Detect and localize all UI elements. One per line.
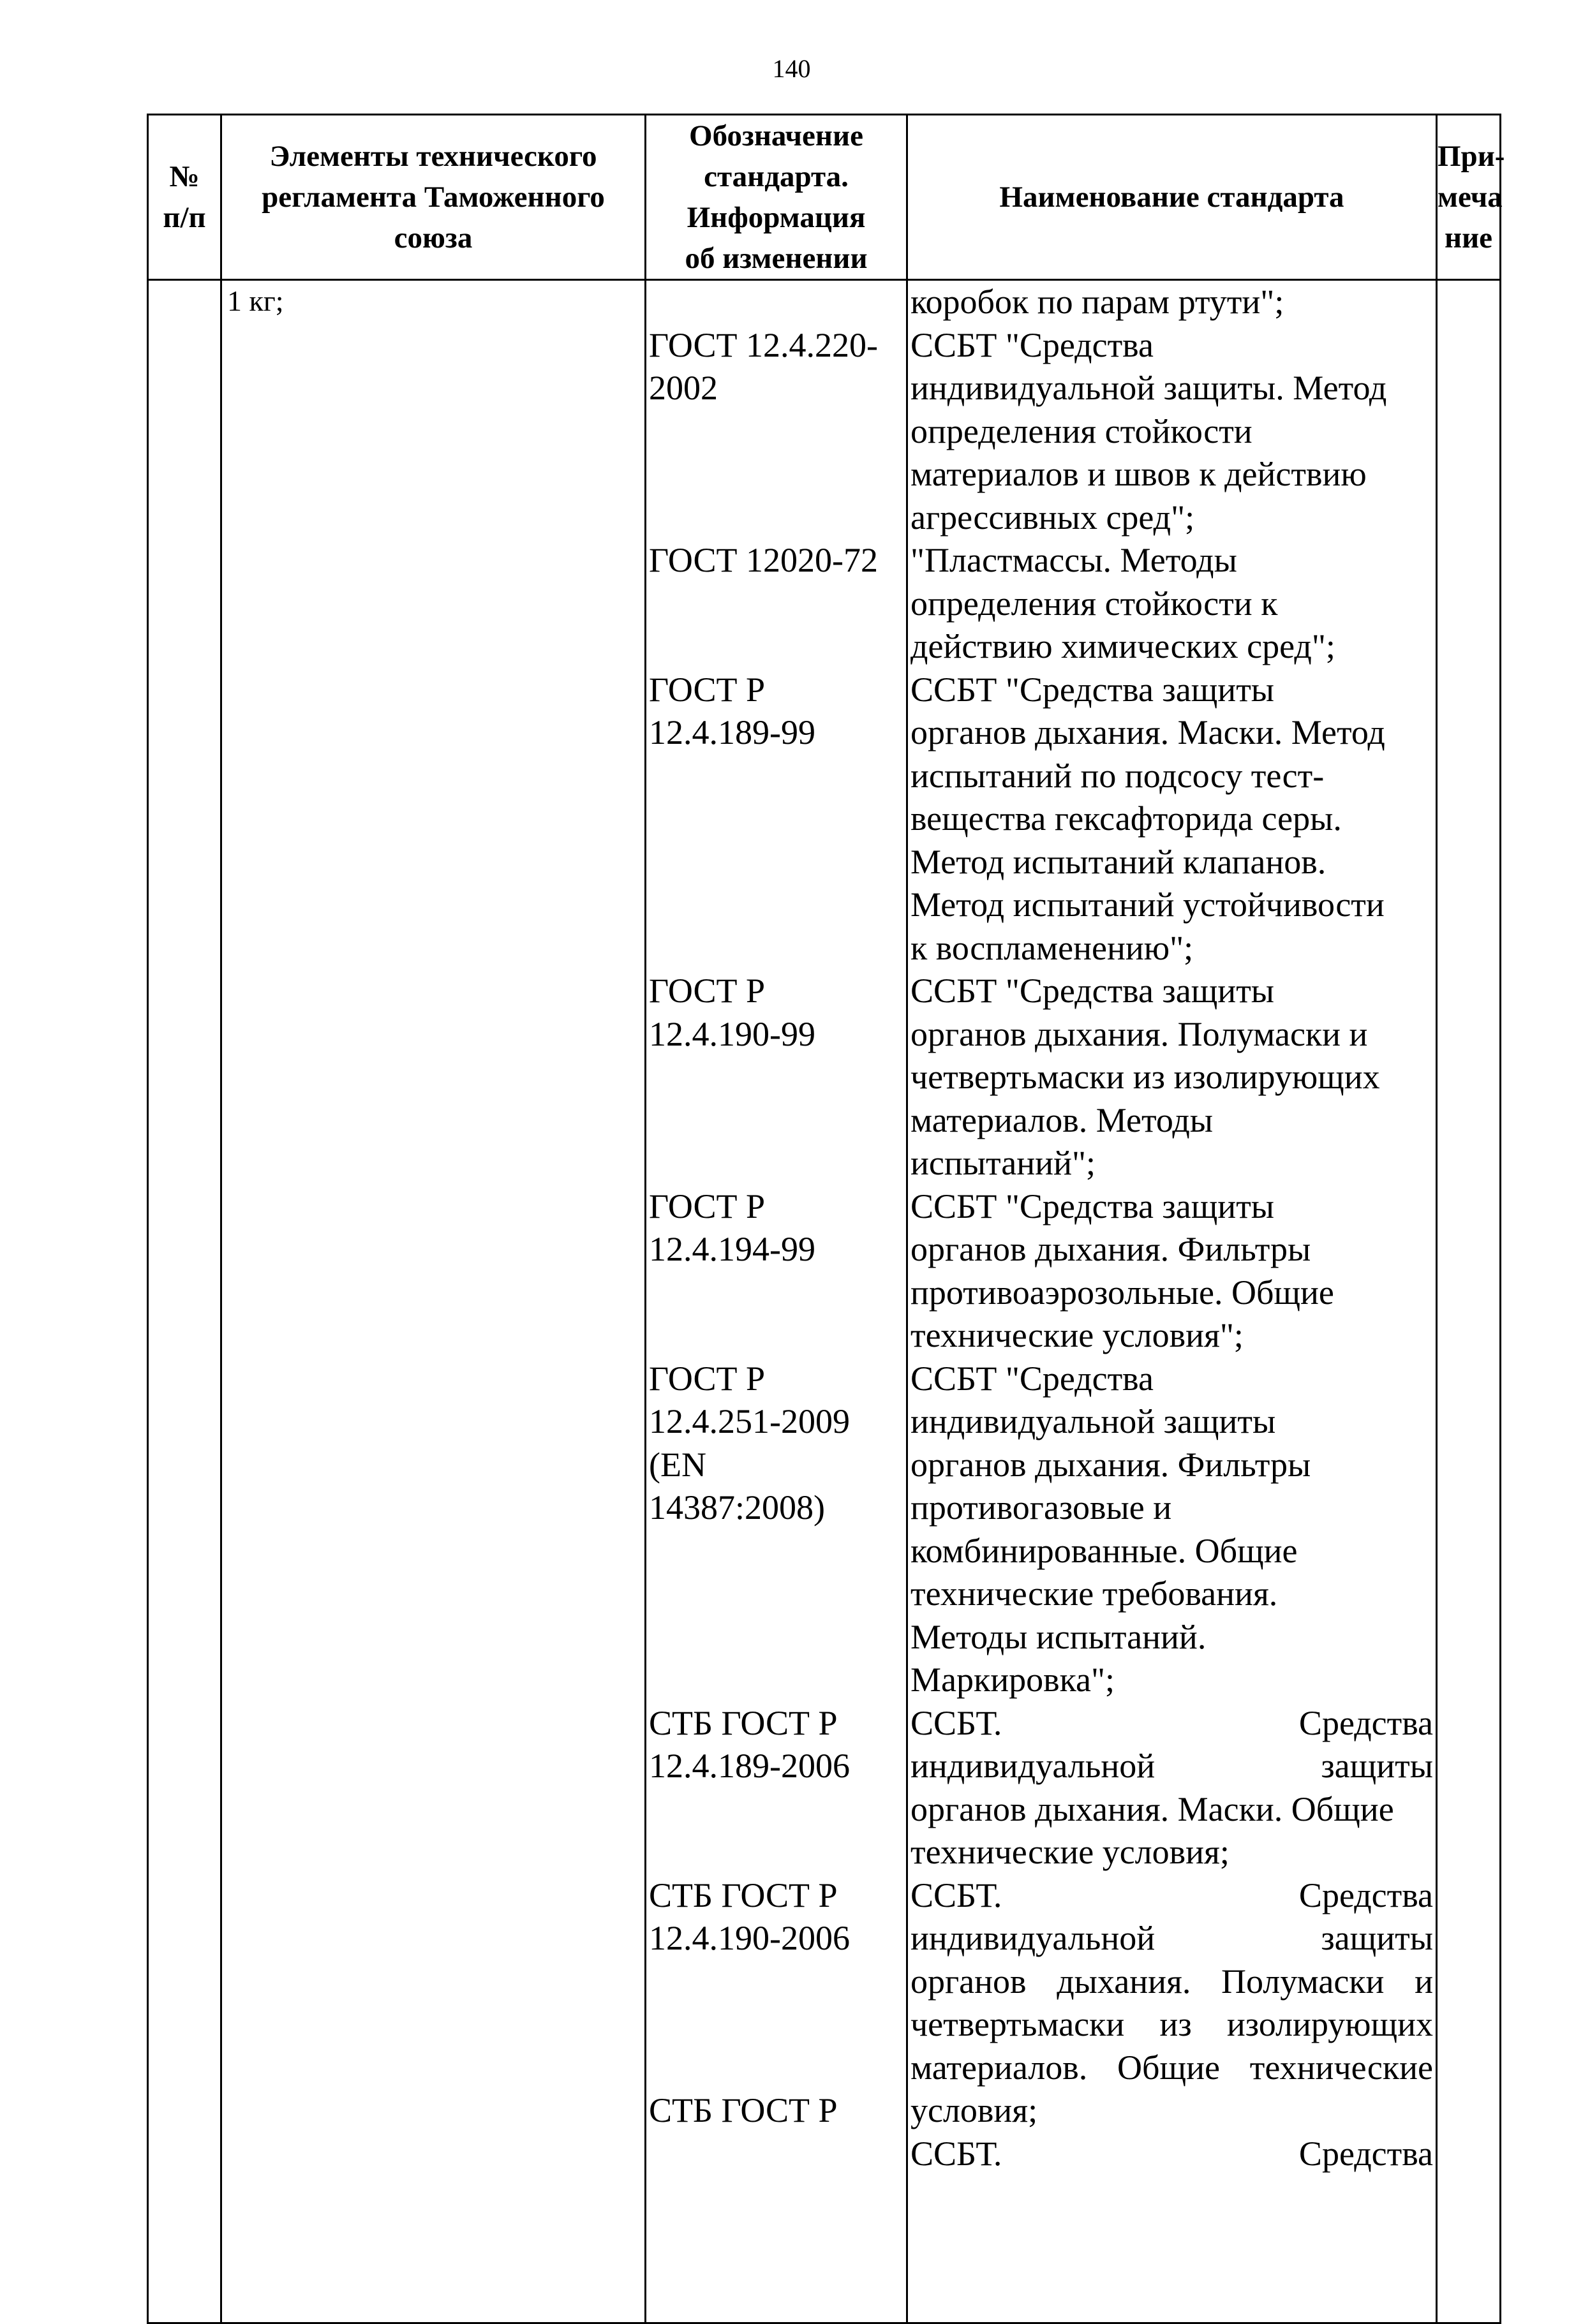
- designation-line: [649, 1314, 903, 1358]
- header-elements-line2: регламента Таможенного: [262, 181, 605, 214]
- standard-name-line: комбинированные. Общие: [910, 1531, 1298, 1570]
- standard-name-line: противогазовые и: [910, 1488, 1172, 1527]
- designation-line: [649, 841, 903, 884]
- table-header-row: [148, 115, 1501, 280]
- designation-line: [649, 496, 903, 540]
- designation-line: [649, 1788, 903, 1832]
- designation-line: [649, 797, 903, 841]
- designation-line: 12.4.189-99: [649, 713, 815, 751]
- standard-name-line: ССБТ "Средства защиты: [910, 1187, 1275, 1225]
- designation-line: [649, 625, 903, 669]
- cell-note: [1437, 280, 1501, 2323]
- standard-name-line: ССБТ "Средства: [910, 325, 1154, 364]
- element-text: 1 кг;: [227, 285, 284, 317]
- designation-line: [649, 2003, 903, 2046]
- designation-line: [649, 281, 903, 324]
- standard-name-line: испытаний по подсосу тест-: [910, 756, 1325, 795]
- designation-list: [646, 281, 906, 2133]
- standard-name-line: индивидуальной защиты: [910, 1747, 1433, 1785]
- standard-name-line: органов дыхания. Полумаски и: [910, 1962, 1433, 2001]
- designation-line: СТБ ГОСТ Р: [649, 1876, 838, 1914]
- designation-line: [649, 1831, 903, 1874]
- standard-name-line: действию химических сред";: [910, 627, 1335, 665]
- designation-line: ГОСТ Р: [649, 670, 766, 709]
- standard-name-line: Маркировка";: [910, 1661, 1115, 1699]
- designation-line: [649, 1271, 903, 1315]
- standard-name-line: коробок по парам ртути";: [910, 283, 1284, 321]
- designation-line: ГОСТ 12.4.220-: [649, 325, 879, 364]
- header-number-line1: №: [169, 160, 200, 193]
- standard-name-line: Методы испытаний.: [910, 1617, 1207, 1656]
- standard-name-line: агрессивных сред";: [910, 498, 1195, 537]
- header-elements-line3: союза: [394, 221, 473, 255]
- designation-line: 14387:2008): [649, 1488, 825, 1527]
- standard-name-line: четвертьмаски из изолирующих: [910, 1058, 1380, 1096]
- designation-line: (EN: [649, 1445, 706, 1484]
- standard-name-line: ССБТ. Средства: [910, 2134, 1433, 2173]
- header-number: [148, 115, 221, 280]
- designation-line: [649, 884, 903, 927]
- standard-name-line: технические требования.: [910, 1574, 1278, 1613]
- cell-designation: [646, 280, 907, 2323]
- standard-name-line: индивидуальной защиты: [910, 1402, 1276, 1440]
- designation-line: ГОСТ Р: [649, 972, 766, 1010]
- standard-name-line: условия;: [910, 2091, 1038, 2129]
- designation-line: [649, 927, 903, 970]
- standard-name-line: ССБТ "Средства защиты: [910, 670, 1275, 709]
- standard-name-line: органов дыхания. Фильтры: [910, 1445, 1311, 1484]
- designation-line: [649, 1056, 903, 1099]
- designation-line: 12.4.189-2006: [649, 1747, 850, 1785]
- standard-name-line: четвертьмаски из изолирующих: [910, 2005, 1433, 2043]
- standard-name-line: ССБТ. Средства: [910, 1876, 1433, 1914]
- standard-name-line: к воспламенению";: [910, 928, 1194, 967]
- standard-name-line: индивидуальной защиты: [910, 1919, 1433, 1957]
- standard-name-line: технические условия";: [910, 1316, 1244, 1354]
- standard-name-line: Метод испытаний устойчивости: [910, 885, 1385, 924]
- header-designation-line2: стандарта.: [704, 160, 849, 193]
- standard-name-line: ССБТ "Средства защиты: [910, 972, 1275, 1010]
- standard-name-line: технические условия;: [910, 1833, 1230, 1871]
- cell-number: [148, 280, 221, 2323]
- header-designation-line4: об изменении: [685, 242, 868, 275]
- standard-name-line: ССБТ "Средства: [910, 1359, 1154, 1398]
- header-number-line2: п/п: [163, 201, 206, 234]
- standard-name-line: определения стойкости: [910, 411, 1252, 450]
- header-note: [1437, 115, 1505, 280]
- designation-line: ГОСТ 12020-72: [649, 541, 879, 579]
- standard-name-line: органов дыхания. Маски. Общие: [910, 1789, 1394, 1828]
- designation-line: 12.4.194-99: [649, 1230, 815, 1268]
- designation-line: [649, 1573, 903, 1616]
- designation-line: [649, 1142, 903, 1185]
- header-name: [907, 115, 1437, 280]
- header-name-text: Наименование стандарта: [999, 181, 1344, 214]
- standard-name-line: органов дыхания. Полумаски и: [910, 1014, 1368, 1053]
- designation-line: [649, 1616, 903, 1659]
- cell-standard-name: [907, 280, 1437, 2323]
- header-note-line3: ние: [1444, 221, 1493, 255]
- header-designation-line3: Информация: [687, 201, 866, 234]
- designation-line: [649, 1530, 903, 1573]
- designation-line: [649, 582, 903, 626]
- designation-line: 12.4.190-99: [649, 1014, 815, 1053]
- standard-name-line: вещества гексафторида серы.: [910, 799, 1342, 838]
- designation-line: СТБ ГОСТ Р: [649, 1703, 838, 1742]
- designation-line: [649, 410, 903, 454]
- designation-line: [649, 755, 903, 798]
- cell-element: [221, 280, 646, 2323]
- standard-name-line: определения стойкости к: [910, 584, 1278, 623]
- standard-name-list: [908, 281, 1436, 2175]
- standard-name-line: Метод испытаний клапанов.: [910, 842, 1327, 881]
- designation-line: [649, 453, 903, 496]
- standard-name-line: "Пластмассы. Методы: [910, 541, 1237, 579]
- designation-line: ГОСТ Р: [649, 1359, 766, 1398]
- designation-line: [649, 1099, 903, 1143]
- header-designation: [646, 115, 907, 280]
- designation-line: ГОСТ Р: [649, 1187, 766, 1225]
- standard-name-line: материалов. Общие технические: [910, 2048, 1433, 2087]
- standard-name-line: органов дыхания. Маски. Метод: [910, 713, 1385, 751]
- designation-line: 12.4.190-2006: [649, 1919, 850, 1957]
- standard-name-line: материалов. Методы: [910, 1100, 1214, 1139]
- table-row: [148, 280, 1501, 2323]
- designation-line: [649, 2046, 903, 2090]
- standard-name-line: индивидуальной защиты. Метод: [910, 369, 1387, 407]
- standard-name-line: противоаэрозольные. Общие: [910, 1273, 1334, 1312]
- header-elements: [221, 115, 646, 280]
- header-designation-line1: Обозначение: [689, 119, 863, 152]
- header-elements-line1: Элементы технического: [269, 140, 597, 173]
- standard-name-line: испытаний";: [910, 1144, 1096, 1182]
- designation-line: [649, 1960, 903, 2004]
- standard-name-line: органов дыхания. Фильтры: [910, 1230, 1311, 1268]
- standards-table: [147, 114, 1505, 2324]
- designation-line: [649, 1659, 903, 1702]
- standard-name-line: ССБТ. Средства: [910, 1703, 1433, 1742]
- header-note-line1: При-: [1438, 140, 1505, 173]
- designation-line: 2002: [649, 369, 718, 407]
- page-number: 140: [772, 54, 811, 83]
- header-note-line2: меча: [1438, 181, 1503, 214]
- designation-line: 12.4.251-2009: [649, 1402, 850, 1440]
- designation-line: СТБ ГОСТ Р: [649, 2091, 838, 2129]
- standard-name-line: материалов и швов к действию: [910, 455, 1367, 493]
